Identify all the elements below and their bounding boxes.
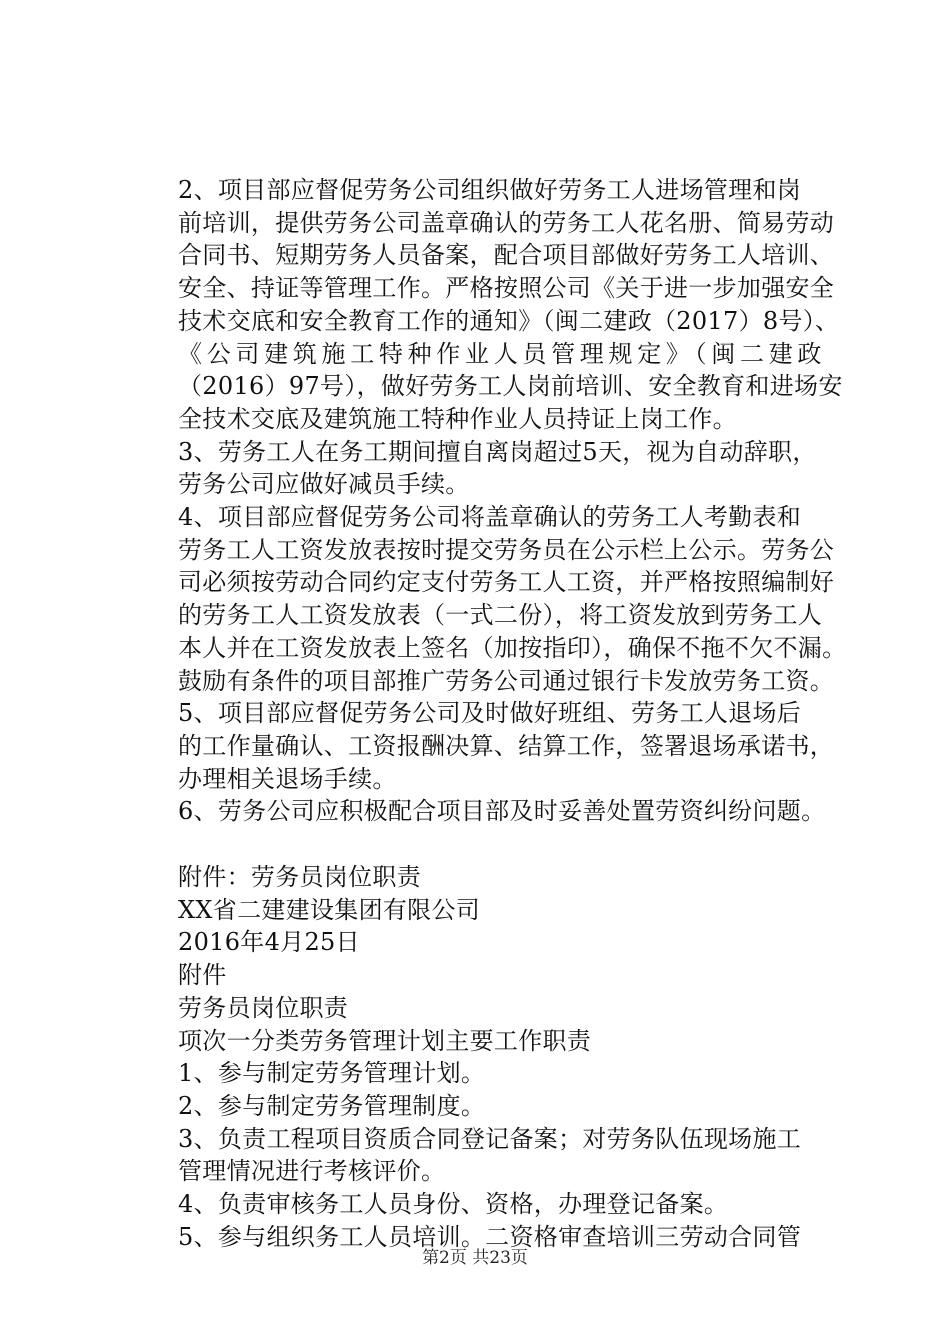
text-line: 的工作量确认、工资报酬决算、结算工作，签署退场承诺书，: [178, 731, 835, 760]
text-line: 的劳务工人工资发放表（一式二份），将工资发放到劳务工人: [178, 601, 823, 630]
text-line: 5、参与组织务工人员培训。二资格审查培训三劳动合同管: [178, 1222, 802, 1251]
text-line: 劳务工人工资发放表按时提交劳务员在公示栏上公示。劳务公: [178, 535, 835, 564]
text-line: 本人并在工资发放表上签名（加按指印），确保不拖不欠不漏。: [178, 633, 847, 662]
blank-line: [130, 828, 834, 861]
text-line: 《公司建筑施工特种作业人员管理规定》（闽二建政: [178, 339, 827, 368]
text-line: 办理相关退场手续。: [178, 764, 397, 793]
text-line: （2016）97号），做好劳务工人岗前培训、安全教育和进场安: [178, 372, 843, 401]
text-line: 附件: [178, 961, 227, 990]
text-line: 劳务公司应做好减员手续。: [178, 470, 470, 499]
text-line: 司必须按劳动合同约定支付劳务工人工资，并严格按照编制好: [178, 568, 835, 597]
duty-item-3: [130, 1123, 834, 1188]
paragraph-3: [130, 436, 834, 501]
duty-item-2: [130, 1090, 834, 1123]
paragraph-5: [130, 697, 834, 795]
duty-item-4: [130, 1188, 834, 1221]
company-name: [130, 894, 834, 927]
text-line: 项次一分类劳务管理计划主要工作职责: [178, 1026, 592, 1055]
text-line: 合同书、短期劳务人员备案，配合项目部做好劳务工人培训、: [178, 241, 835, 270]
page-number-footer: 第2页 共23页: [422, 1248, 528, 1268]
attachment-note: [130, 861, 834, 894]
text-line: 3、劳务工人在务工期间擅自离岗超过5天，视为自动辞职，: [178, 437, 817, 466]
text-line: 3、负责工程项目资质合同登记备案；对劳务队伍现场施工: [178, 1124, 802, 1153]
text-line: 4、项目部应督促劳务公司将盖章确认的劳务工人考勤表和: [178, 503, 802, 532]
text-line: 2016年4月25日: [178, 928, 360, 957]
text-line: 安全、持证等管理工作。严格按照公司《关于进一步加强安全: [178, 274, 835, 303]
text-line: 6、劳务公司应积极配合项目部及时妥善处置劳资纠纷问题。: [178, 797, 826, 826]
text-line: 鼓励有条件的项目部推广劳务公司通过银行卡发放劳务工资。: [178, 666, 835, 695]
paragraph-6: [130, 795, 834, 828]
text-line: 1、参与制定劳务管理计划。: [178, 1059, 486, 1088]
attachment-title: [130, 992, 834, 1025]
text-line: 5、项目部应督促劳务公司及时做好班组、劳务工人退场后: [178, 699, 802, 728]
text-line: 2、参与制定劳务管理制度。: [178, 1091, 486, 1120]
paragraph-2: [130, 174, 843, 436]
text-line: 劳务员岗位职责: [178, 993, 349, 1022]
document-body: [130, 174, 847, 1254]
text-line: 4、负责审核务工人员身份、资格，办理登记备案。: [178, 1190, 729, 1219]
text-line: 2、项目部应督促劳务公司组织做好劳务工人进场管理和岗: [178, 176, 802, 204]
text-line: 附件：劳务员岗位职责: [178, 863, 421, 892]
text-line: 管理情况进行考核评价。: [178, 1157, 446, 1186]
table-header-line: [130, 1025, 834, 1058]
text-line: 技术交底和安全教育工作的通知》（闽二建政（2017）8号）、: [178, 306, 840, 335]
text-line: XX省二建建设集团有限公司: [178, 895, 481, 924]
document-date: [130, 926, 834, 959]
paragraph-4: [130, 501, 847, 697]
text-line: 全技术交底及建筑施工特种作业人员持证上岗工作。: [178, 404, 737, 433]
text-line: 前培训，提供劳务公司盖章确认的劳务工人花名册、简易劳动: [178, 208, 835, 237]
duty-item-1: [130, 1057, 834, 1090]
attachment-heading: [130, 959, 834, 992]
